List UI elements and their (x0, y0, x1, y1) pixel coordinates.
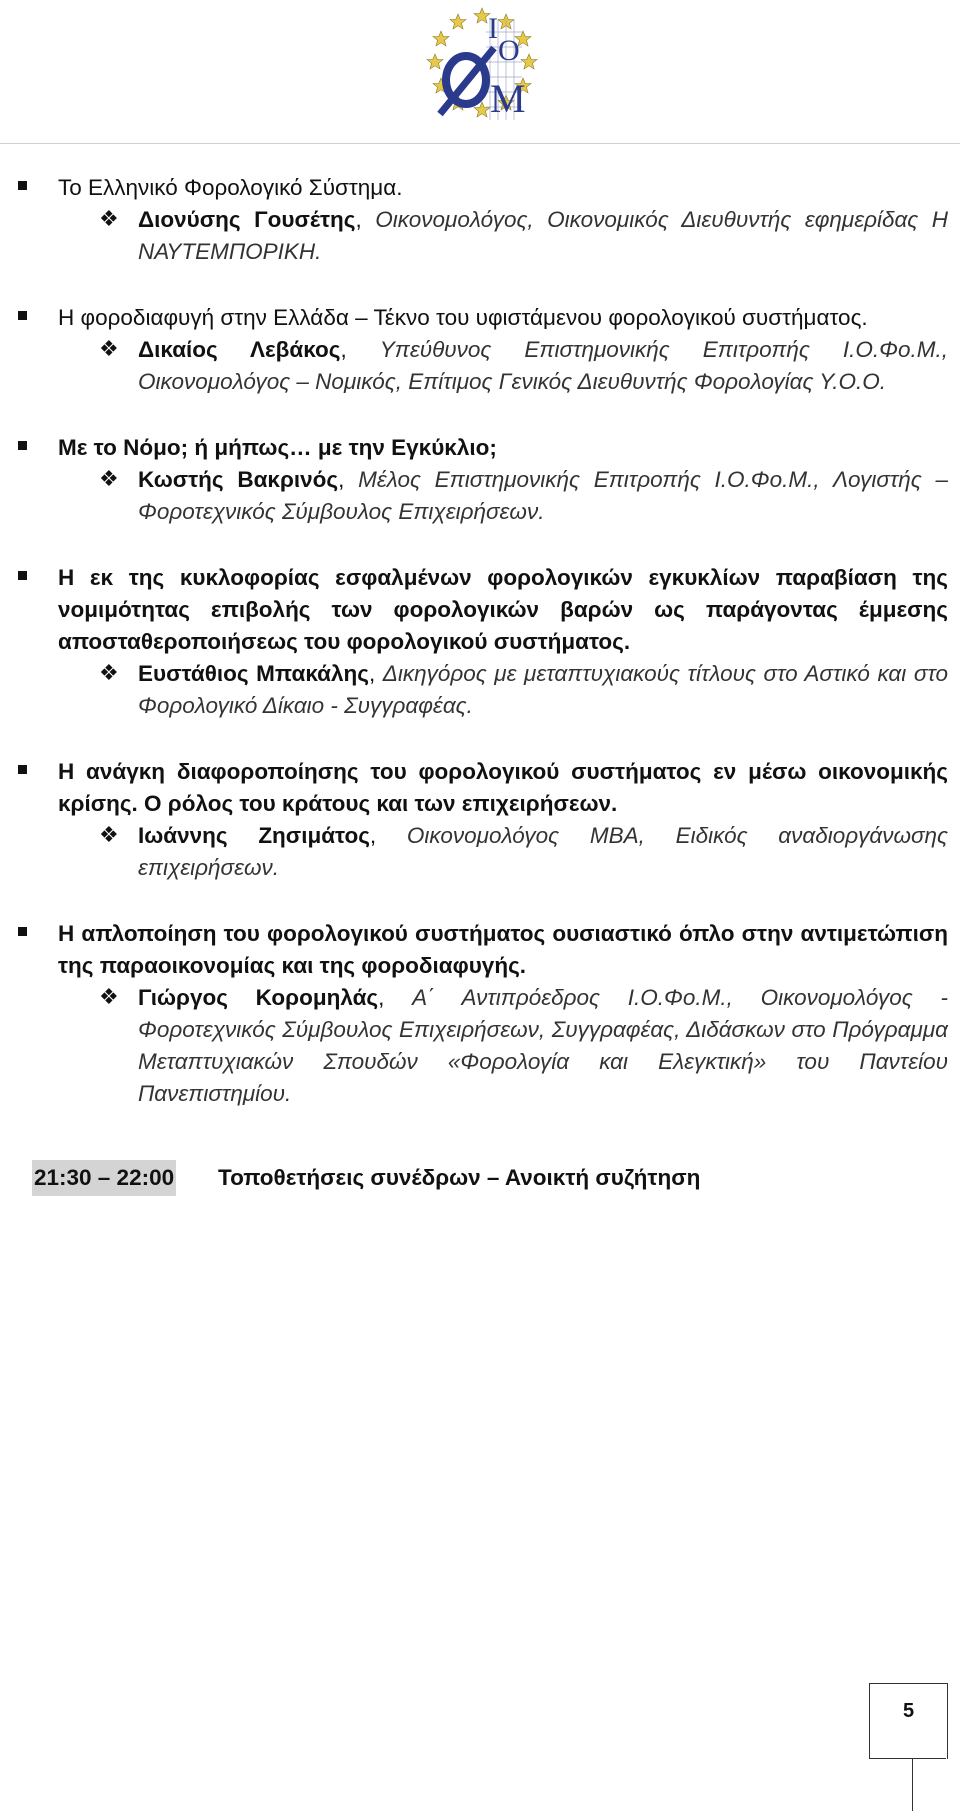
agenda-item (0, 172, 960, 268)
agenda-topic: Με το Νόμο; ή μήπως… με την Εγκύκλιο; (58, 435, 497, 460)
speaker-text (138, 334, 948, 398)
agenda-item (0, 756, 960, 884)
speaker-role: Οικονομολόγος ΜΒΑ, Ειδικός αναδιοργάνωσης επιχειρήσεων. (138, 823, 948, 880)
square-bullet-icon (18, 571, 27, 580)
square-bullet-icon (18, 181, 27, 190)
square-bullet-icon (18, 765, 27, 774)
square-bullet-icon (18, 441, 27, 450)
speaker-name: Γιώργος Κορομηλάς (138, 985, 379, 1010)
speaker-name: Δικαίος Λεβάκος (138, 337, 341, 362)
square-bullet-icon (18, 311, 27, 320)
page-number-box-divider (869, 1758, 946, 1759)
speaker-entry (58, 658, 948, 722)
diamond-bullet-icon: ❖ (99, 985, 119, 1010)
speaker-text (138, 204, 948, 268)
speaker-entry (58, 464, 948, 528)
agenda-item (0, 432, 960, 528)
page-number-box-tail (912, 1758, 913, 1811)
agenda-item (0, 302, 960, 398)
agenda-list (0, 172, 960, 1144)
speaker-entry (58, 820, 948, 884)
svg-text:I: I (488, 12, 498, 45)
schedule-row (32, 1160, 932, 1198)
agenda-spacer (0, 884, 960, 918)
speaker-entry (58, 204, 948, 268)
svg-text:M: M (490, 76, 526, 121)
page-number-box (869, 1683, 948, 1759)
agenda-spacer (0, 722, 960, 756)
agenda-topic: Η ανάγκη διαφοροποίησης του φορολογικού συστήματος εν μέσω οικονομικής κρίσης. Ο ρόλος του κράτους και των επιχειρήσεων. (58, 759, 948, 816)
speaker-name: Κωστής Βακρινός (138, 467, 339, 492)
agenda-spacer (0, 1110, 960, 1144)
agenda-item (0, 562, 960, 722)
speaker-name: Διονύσης Γουσέτης (138, 207, 356, 232)
agenda-topic: Η απλοποίηση του φορολογικού συστήματος ουσιαστικό όπλο στην αντιμετώπιση της παραοικονομίας και της φοροδιαφυγής. (58, 921, 948, 978)
speaker-role: Οικονομολόγος, Οικονομικός Διευθυντής εφημερίδας Η ΝΑΥΤΕΜΠΟΡΙΚΗ. (138, 207, 948, 264)
speaker-entry (58, 982, 948, 1110)
speaker-role: Μέλος Επιστημονικής Επιτροπής Ι.Ο.Φο.Μ., Λογιστής – Φοροτεχνικός Σύμβουλος Επιχειρήσεων. (138, 467, 948, 524)
speaker-separator: , (338, 467, 359, 492)
diamond-bullet-icon: ❖ (99, 823, 119, 848)
page-number: 5 (902, 1700, 915, 1722)
agenda-spacer (0, 268, 960, 302)
speaker-name: Ευστάθιος Μπακάλης (138, 661, 369, 686)
speaker-separator: , (340, 337, 380, 362)
speaker-separator: , (368, 661, 383, 686)
agenda-topic: Το Ελληνικό Φορολογικό Σύστημα. (58, 175, 403, 200)
iofom-logo (402, 2, 562, 132)
speaker-text (138, 658, 948, 722)
speaker-separator: , (369, 823, 407, 848)
speaker-name: Ιωάννης Ζησιμάτος (138, 823, 370, 848)
diamond-bullet-icon: ❖ (99, 661, 119, 686)
agenda-spacer (0, 398, 960, 432)
speaker-separator: , (378, 985, 413, 1010)
speaker-role: Δικηγόρος με μεταπτυχιακούς τίτλους στο Αστικό και στο Φορολογικό Δίκαιο - Συγγραφέας. (138, 661, 948, 718)
agenda-topic: Η φοροδιαφυγή στην Ελλάδα – Τέκνο του υφιστάμενου φορολογικού συστήματος. (58, 305, 868, 330)
svg-text:O: O (498, 34, 520, 67)
square-bullet-icon (18, 927, 27, 936)
agenda-spacer (0, 528, 960, 562)
speaker-role: Υπεύθυνος Επιστημονικής Επιτροπής Ι.Ο.Φο.Μ., Οικονομολόγος – Νομικός, Επίτιμος Γενικός Διευθυντής Φορολογίας Υ.Ο.Ο. (138, 337, 948, 394)
speaker-role: Α΄ Αντιπρόεδρος Ι.Ο.Φο.Μ., Οικονομολόγος - Φοροτεχνικός Σύμβουλος Επιχειρήσεων, Συγγραφέας, Διδάσκων στο Πρόγραμμα Μεταπτυχιακών Σπουδών «Φορολογία και Ελεγκτική» του Παντείου Πανεπιστημίου. (138, 985, 948, 1106)
speaker-text (138, 820, 948, 884)
page-header (0, 0, 960, 144)
schedule-event: Τοποθετήσεις συνέδρων – Ανοικτή συζήτηση (218, 1165, 701, 1190)
diamond-bullet-icon: ❖ (99, 207, 119, 232)
speaker-entry (58, 334, 948, 398)
diamond-bullet-icon: ❖ (99, 467, 119, 492)
speaker-separator: , (355, 207, 376, 232)
diamond-bullet-icon: ❖ (99, 337, 119, 362)
speaker-text (138, 982, 948, 1110)
agenda-topic: Η εκ της κυκλοφορίας εσφαλμένων φορολογικών εγκυκλίων παραβίαση της νομιμότητας επιβολής των φορολογικών βαρών ως παράγοντας έμμεσης αποσταθεροποιήσεως του φορολογικού συστήματος. (58, 565, 948, 654)
speaker-text (138, 464, 948, 528)
agenda-item (0, 918, 960, 1110)
schedule-time: 21:30 – 22:00 (32, 1160, 176, 1196)
